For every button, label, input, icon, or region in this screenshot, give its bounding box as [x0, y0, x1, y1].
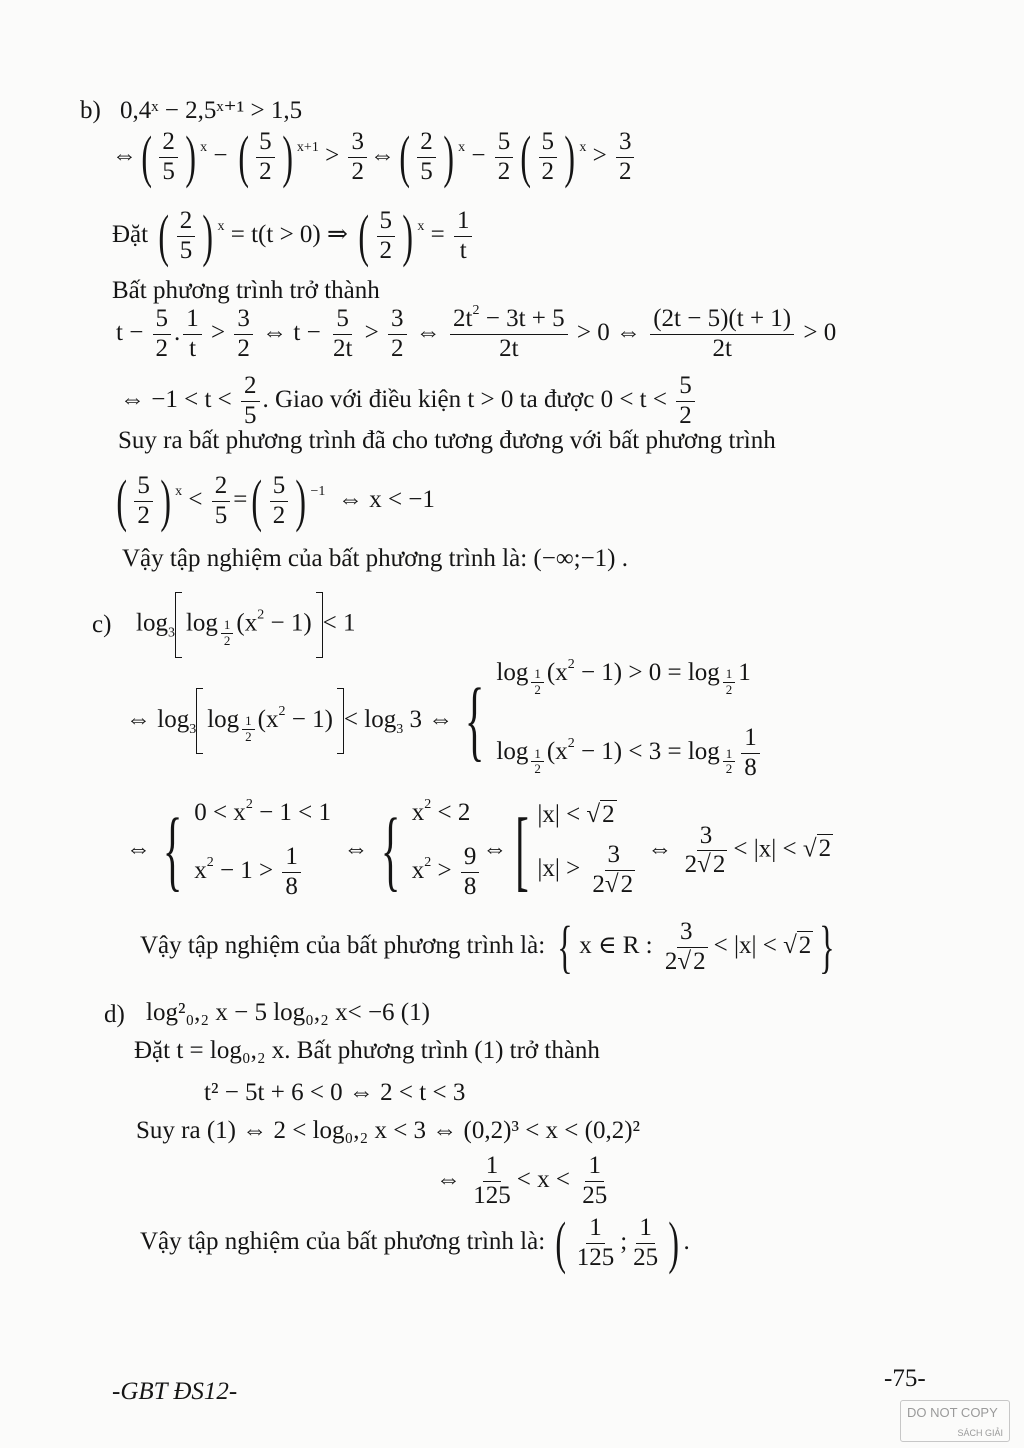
part-b-substitution: Đặt ( $\frac{2}{5}$ ) $^x$ = t(t > 0) ⇒ ( $\frac{5}{2}$ ) $^x$ = $\frac{1}{t}$	[112, 207, 475, 266]
part-b-step2: t − $\frac{5}{2}$ . $\frac{1}{t}$ > $\frac{3}{2}$ ⇔ t − $\frac{5}{2t}$ > $\frac{3}{2}$ ⇔ $\frac{2t^2 - 3t + 5}{2t}$ > 0 ⇔ $\frac{(2t - 5)(t + 1)}{2t}$ > 0	[116, 303, 837, 362]
part-b-inequality: 0,4ˣ − 2,5ˣ⁺¹ > 1,5	[120, 97, 303, 124]
part-d-step2: ⇔ $\frac{1}{125}$ < x < $\frac{1}{25}$	[436, 1152, 608, 1209]
part-c-step2: ⇔ { $0 < x^2 - 1 < 1$ $x^2 - 1$ > $\frac{1}{8}$ ⇔ { $x^2 < 2$ $x^2$ > $\frac{9}{8}$ ⇔[ |x| < √2 |x| > $\frac{3}{2√2}$ ⇔ $\frac{3}{2√2}$ < |x| < √2	[126, 797, 832, 900]
part-d-inequality: log²₀,₂ x − 5 log₀,₂ x< −6 (1)	[146, 999, 430, 1026]
page-number: -75-	[884, 1365, 926, 1392]
part-d-quadratic: t² − 5t + 6 < 0 ⇔ 2 < t < 3	[204, 1079, 466, 1106]
part-d-substitution: Đặt t = log₀,₂ x. Bất phương trình (1) trở thành	[134, 1037, 600, 1064]
part-c-solution: Vậy tập nghiệm của bất phương trình là: { x ∈ R : $\frac{3}{2√2}$ < |x| < √2 }	[140, 914, 835, 980]
footer-book-code: -GBT ĐS12-	[112, 1378, 238, 1405]
part-b-text-equivalent: Suy ra bất phương trình đã cho tương đương với bất phương trình	[118, 427, 776, 454]
part-b-step3: ⇔ −1 < t < $\frac{2}{5}$ . Giao với điều kiện t > 0 ta được 0 < t < $\frac{5}{2}$	[120, 372, 698, 431]
part-b-label: b)	[80, 97, 101, 124]
watermark-logo: DO NOT COPY SÁCH GIẢI	[900, 1400, 1010, 1442]
part-b-step1: ⇔( $\frac{2}{5}$ ) $^x$ − ( $\frac{5}{2}$ ) $^{x+1}$ > $\frac{3}{2}$ ⇔( $\frac{2}{5}$ ) $^x$ − $\frac{5}{2}$ ( $\frac{5}{2}$ ) $^x$ > $\frac{3}{2}$	[112, 128, 637, 187]
part-d-label: d)	[104, 1001, 125, 1028]
part-d-step: Suy ra (1) ⇔ 2 < log₀,₂ x < 3 ⇔ (0,2)³ < x < (0,2)²	[136, 1117, 641, 1144]
part-d-solution: Vậy tập nghiệm của bất phương trình là: ( $\frac{1}{125}$ ; $\frac{1}{25}$ ) .	[140, 1210, 690, 1276]
part-b-step4: ( $\frac{5}{2}$ ) $^x$ < $\frac{2}{5}$ =( $\frac{5}{2}$ ) $^{-1}$ ⇔ x < −1	[116, 468, 435, 534]
part-c-step1: ⇔ $\log_3 \log$ $_{\frac{1}{2}}$ $(x^2 - 1) < \log_3 3$ ⇔ { log $_{\frac{1}{2}}$ $(x^2 - 1) > 0 = \log$ $_{\frac{1}{2}}$ 1 log $_{\frac{1}{2}}$ $(x^2 - 1) < 3 = \log$ $_{\frac{1}{2}}$ $\frac{1}{8}$	[126, 660, 763, 783]
part-c-label: c)	[92, 611, 112, 638]
part-c-inequality: $\log_3 \log$ $_{\frac{1}{2}}$ $(x^2 - 1) < 1$	[136, 592, 356, 658]
part-b-solution: Vậy tập nghiệm của bất phương trình là: (−∞;−1) .	[122, 545, 629, 572]
part-b-text-becomes: Bất phương trình trở thành	[112, 277, 380, 304]
